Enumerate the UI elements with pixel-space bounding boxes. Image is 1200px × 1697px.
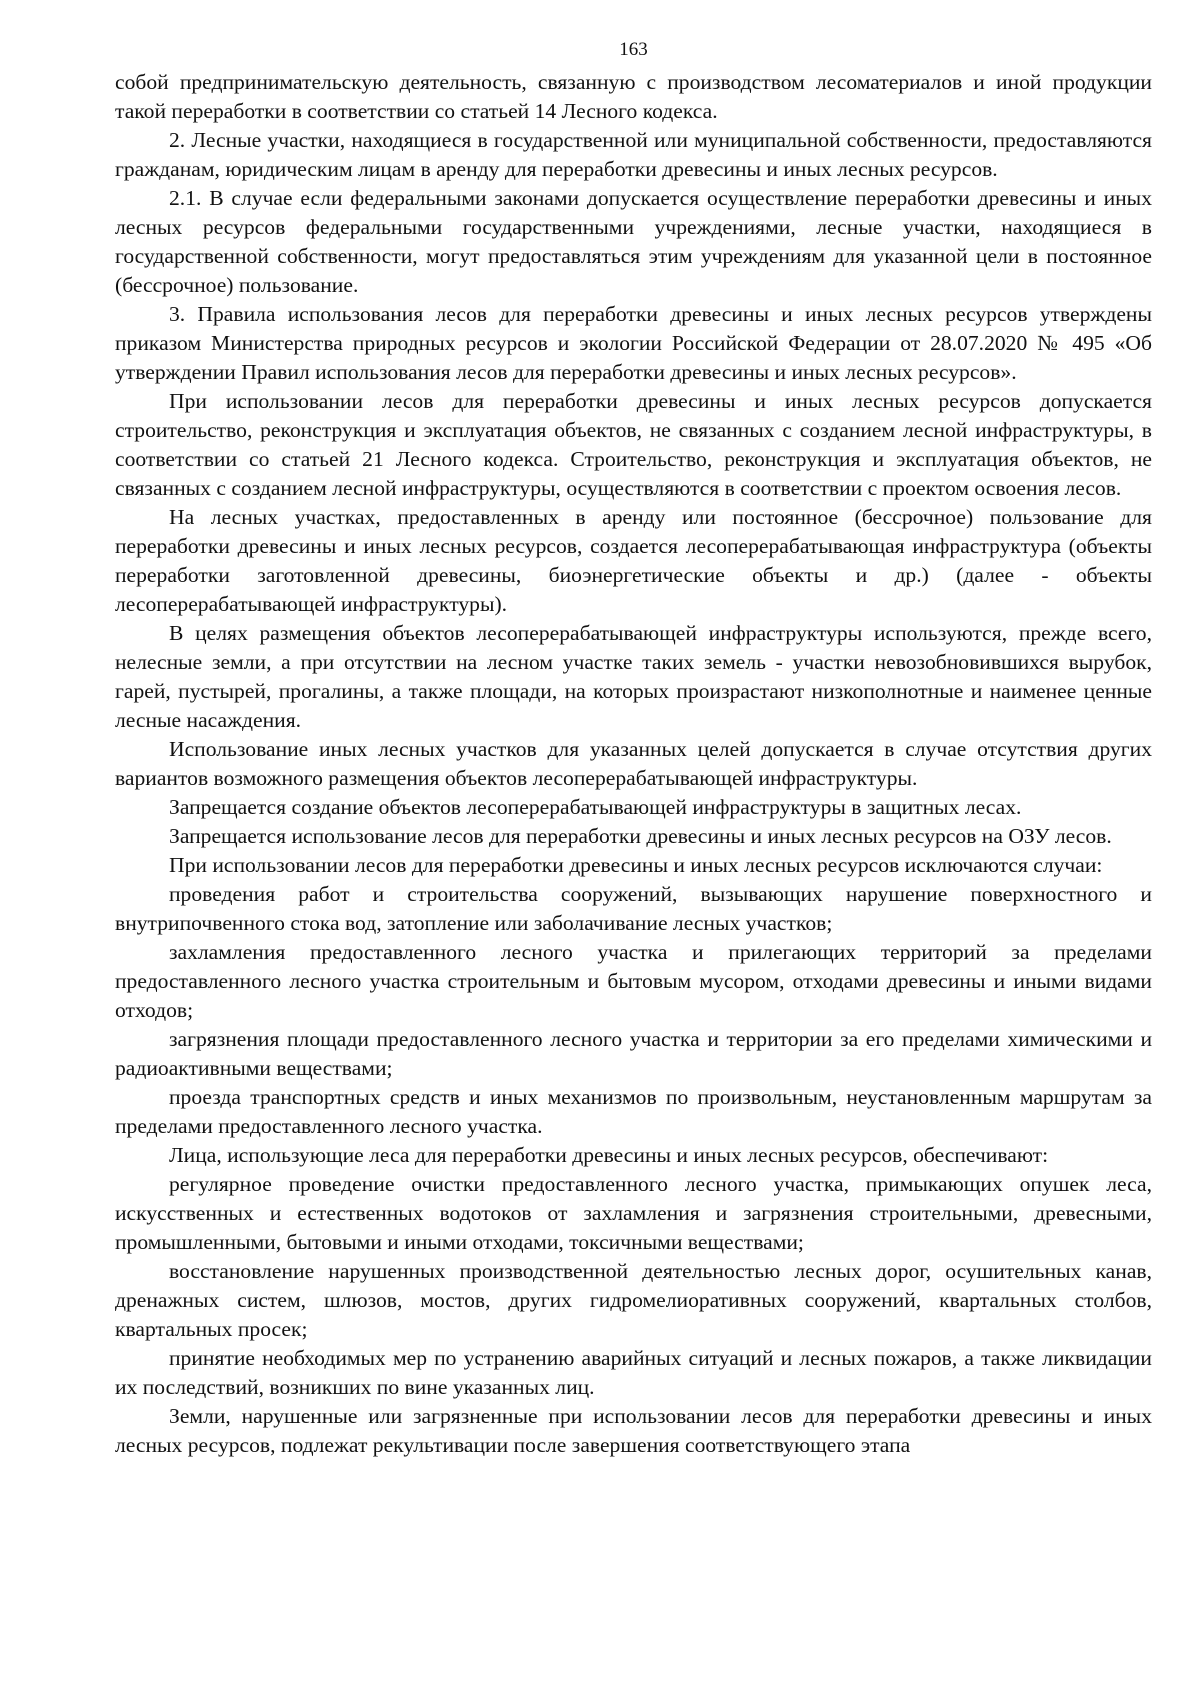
paragraph: Земли, нарушенные или загрязненные при использовании лесов для переработки древесины и иных лесных ресурсов, подлежат рекультивации после завершения соответствующего этапа xyxy=(115,1404,1152,1457)
paragraph-item-2: 2. Лесные участки, находящиеся в государственной или муниципальной собственности, предоставляются гражданам, юридическим лицам в аренду для переработки древесины и иных лесных ресурсов. xyxy=(115,128,1152,181)
page-number: 163 xyxy=(619,39,648,60)
list-item: захламления предоставленного лесного участка и прилегающих территорий за пределами предоставленного лесного участка строительным и бытовым мусором, отходами древесины и иными видами отходов; xyxy=(115,940,1152,1022)
paragraph: Запрещается использование лесов для переработки древесины и иных лесных ресурсов на ОЗУ лесов. xyxy=(169,824,1112,848)
list-item: восстановление нарушенных производственной деятельностью лесных дорог, осушительных канав, дренажных систем, шлюзов, мостов, других гидромелиоративных сооружений, квартальных столбов, квартальных просек; xyxy=(115,1259,1152,1341)
list-item: проведения работ и строительства сооружений, вызывающих нарушение поверхностного и внутрипочвенного стока вод, затопление или заболачивание лесных участков; xyxy=(115,882,1152,935)
paragraph: Запрещается создание объектов лесоперерабатывающей инфраструктуры в защитных лесах. xyxy=(169,795,1022,819)
paragraph: Лица, использующие леса для переработки древесины и иных лесных ресурсов, обеспечивают: xyxy=(169,1143,1049,1167)
list-item: принятие необходимых мер по устранению аварийных ситуаций и лесных пожаров, а также ликвидации их последствий, возникших по вине указанных лиц. xyxy=(115,1346,1152,1399)
list-item: регулярное проведение очистки предоставленного лесного участка, примыкающих опушек леса, искусственных и естественных водотоков от захламления и загрязнения строительными, древесными, промышленными, бытовыми и иными отходами, токсичными веществами; xyxy=(115,1172,1152,1254)
document-body xyxy=(115,68,1152,1460)
paragraph-continuation: собой предпринимательскую деятельность, связанную с производством лесоматериалов и иной продукции такой переработки в соответствии со статьей 14 Лесного кодекса. xyxy=(115,70,1152,123)
paragraph: В целях размещения объектов лесоперерабатывающей инфраструктуры используются, прежде всего, нелесные земли, а при отсутствии на лесном участке таких земель - участки невозобновившихся вырубок, гарей, пустырей, прогалины, а также площади, на которых произрастают низкополнотные и наименее ценные лесные насаждения. xyxy=(115,621,1152,732)
list-item: загрязнения площади предоставленного лесного участка и территории за его пределами химическими и радиоактивными веществами; xyxy=(115,1027,1152,1080)
paragraph: Использование иных лесных участков для указанных целей допускается в случае отсутствия других вариантов возможного размещения объектов лесоперерабатывающей инфраструктуры. xyxy=(115,737,1152,790)
paragraph-item-2-1: 2.1. В случае если федеральными законами допускается осуществление переработки древесины и иных лесных ресурсов федеральными государственными учреждениями, лесные участки, находящиеся в государственной собственности, могут предоставляться этим учреждениям для указанной цели в постоянное (бессрочное) пользование. xyxy=(115,186,1152,297)
paragraph-item-3: 3. Правила использования лесов для переработки древесины и иных лесных ресурсов утверждены приказом Министерства природных ресурсов и экологии Российской Федерации от 28.07.2020 № 495 «Об утверждении Правил использования лесов для переработки древесины и иных лесных ресурсов». xyxy=(115,302,1152,384)
paragraph: При использовании лесов для переработки древесины и иных лесных ресурсов допускается строительство, реконструкция и эксплуатация объектов, не связанных с созданием лесной инфраструктуры, в соответствии со статьей 21 Лесного кодекса. Строительство, реконструкция и эксплуатация объектов, не связанных с созданием лесной инфраструктуры, осуществляются в соответствии с проектом освоения лесов. xyxy=(115,389,1152,500)
paragraph: На лесных участках, предоставленных в аренду или постоянное (бессрочное) пользование для переработки древесины и иных лесных ресурсов, создается лесоперерабатывающая инфраструктура (объекты переработки заготовленной древесины, биоэнергетические объекты и др.) (далее - объекты лесоперерабатывающей инфраструктуры). xyxy=(115,505,1152,616)
paragraph: При использовании лесов для переработки древесины и иных лесных ресурсов исключаются случаи: xyxy=(169,853,1103,877)
list-item: проезда транспортных средств и иных механизмов по произвольным, неустановленным маршрутам за пределами предоставленного лесного участка. xyxy=(115,1085,1152,1138)
